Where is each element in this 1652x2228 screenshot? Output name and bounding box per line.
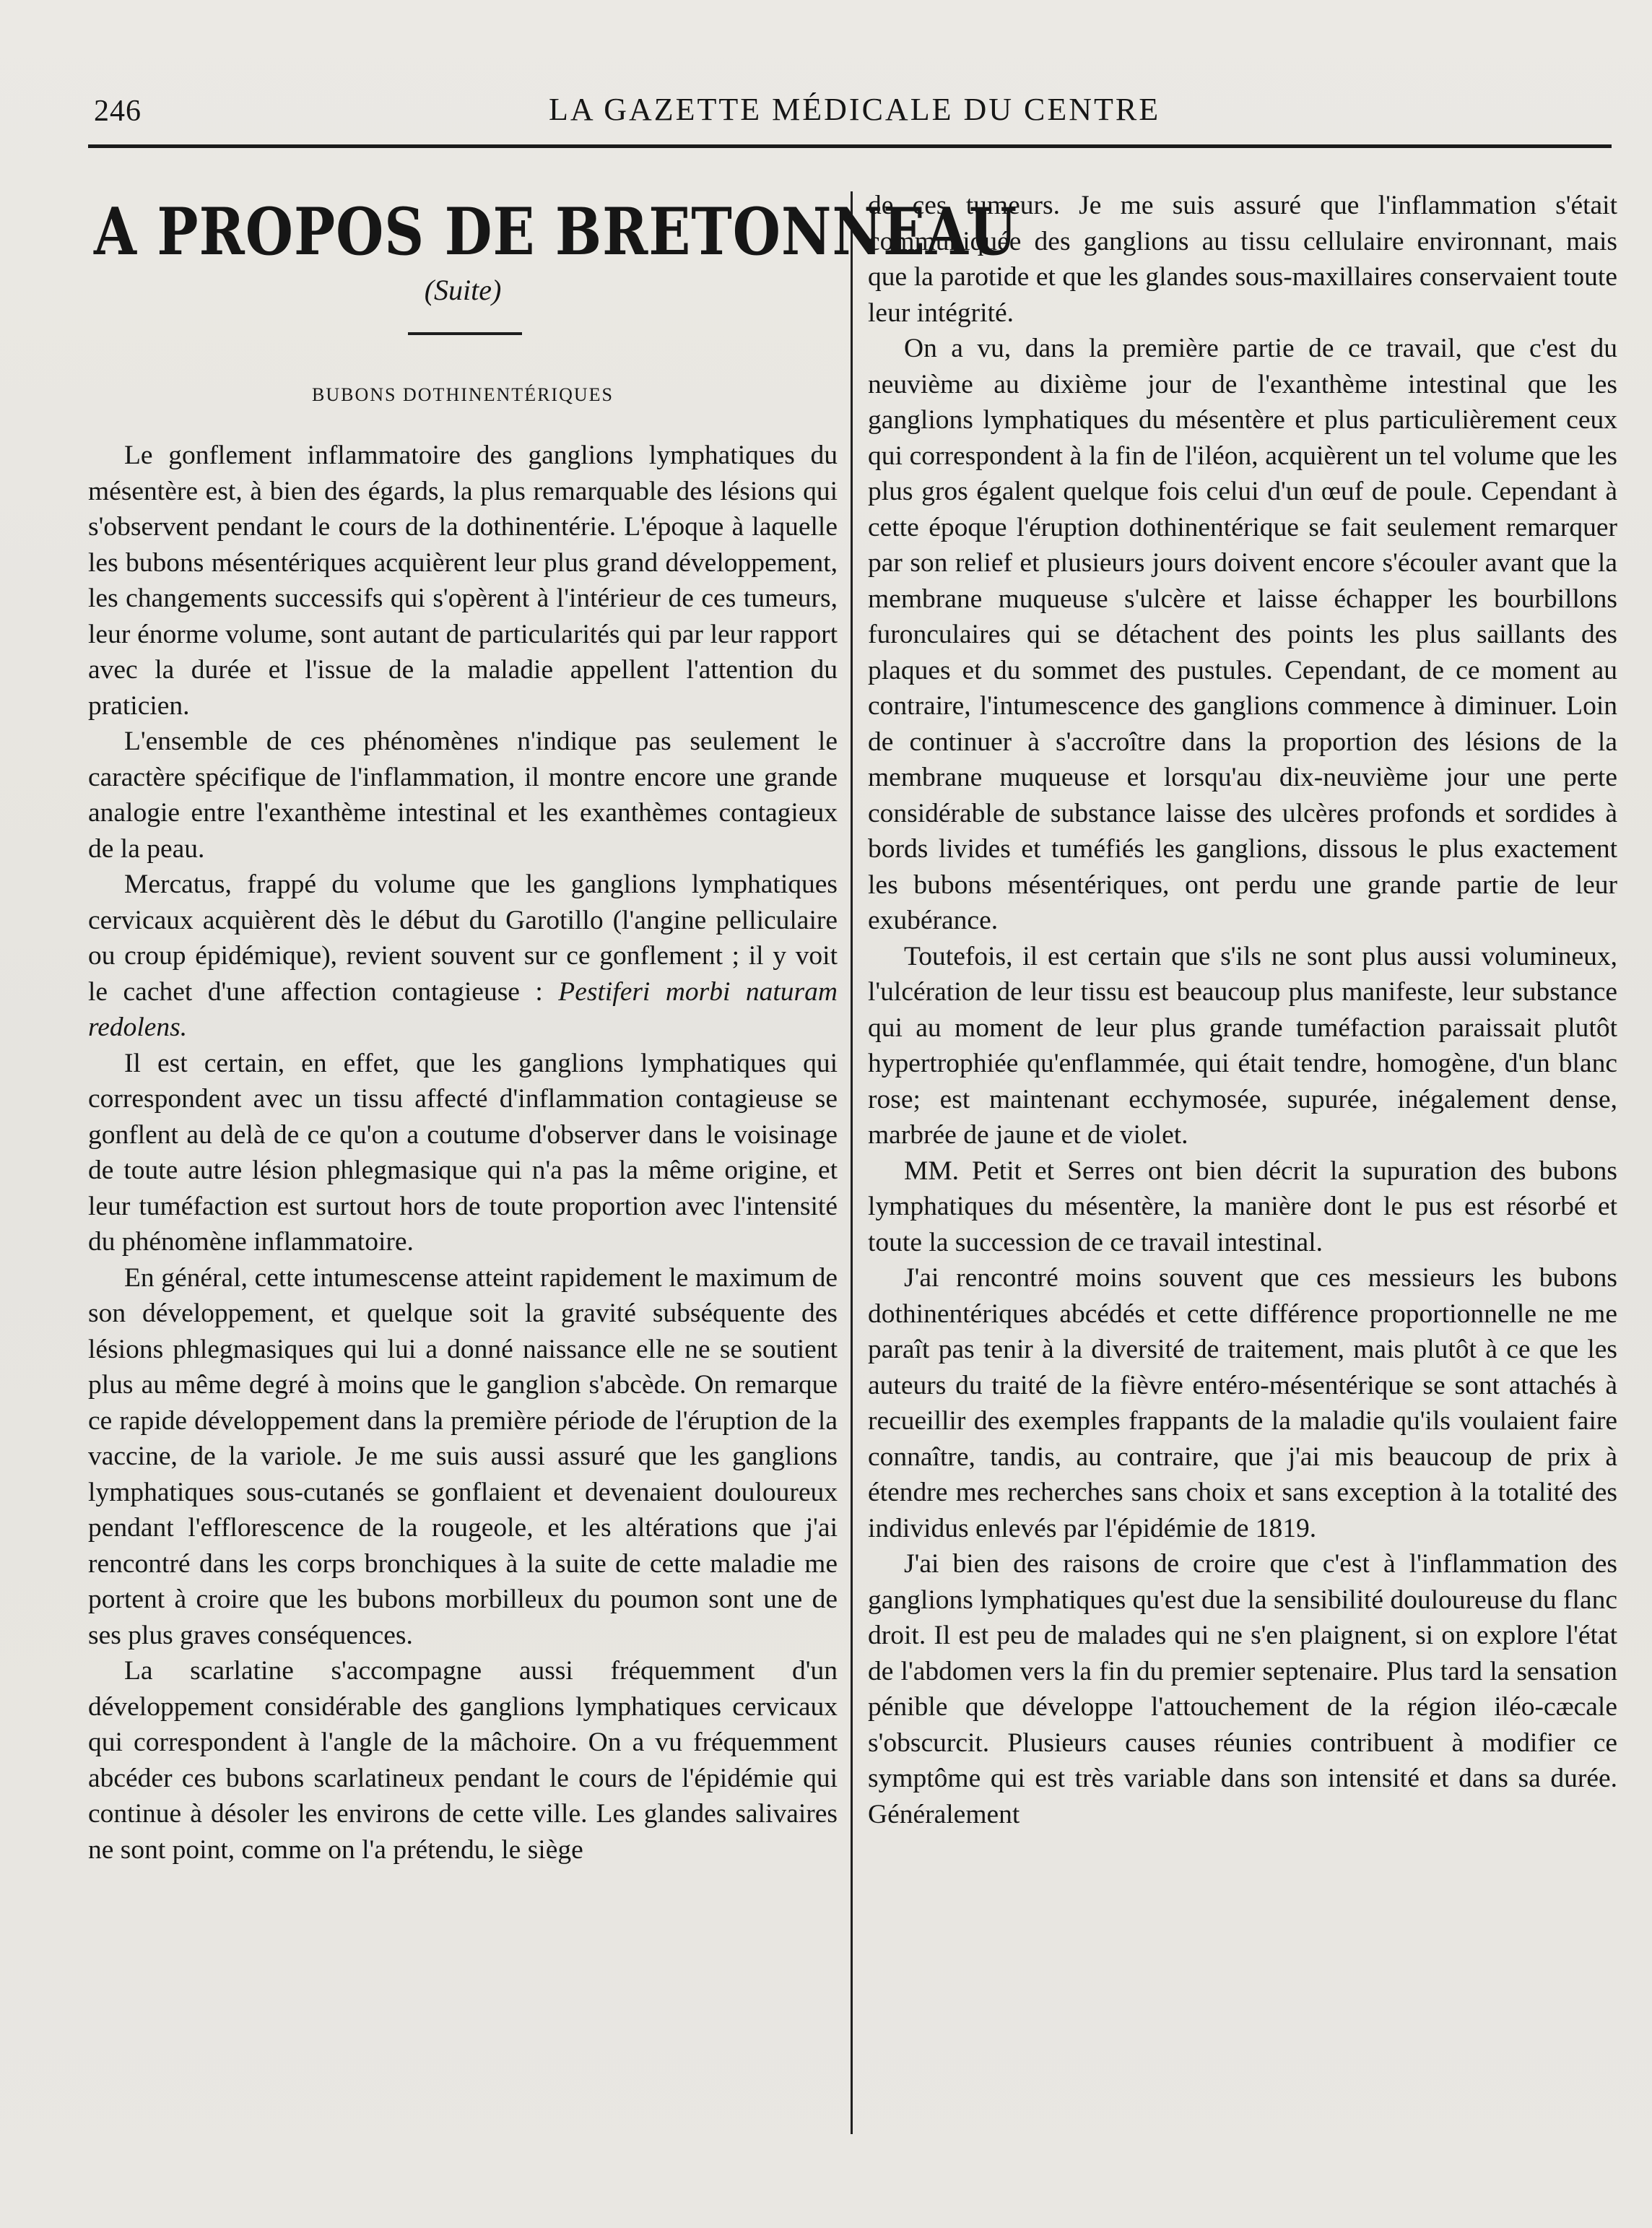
header-rule <box>88 144 1612 148</box>
paragraph: Il est certain, en effet, que les ganglions lymphatiques qui correspondent avec un tissu affecté d'inflammation contagieuse se gonflent au delà de ce qu'on a coutume d'observer dans le voisinage de toute autre lésion phlegmasique qui n'a pas la même origine, et leur tuméfaction est surtout hors de toute proportion avec l'intensité du phénomène inflammatoire. <box>88 1048 838 1257</box>
paragraph-continued: de ces tumeurs. Je me suis assuré que l'inflammation s'était communiquée des ganglions au tissu cellulaire environnant, mais que la parotide et que les glandes sous-maxillaires conservaient toute leur intégrité. <box>868 191 1617 328</box>
column-divider <box>851 191 853 2134</box>
paragraph: Le gonflement inflammatoire des ganglions lymphatiques du mésentère est, à bien des égards, la plus remarquable des lésions qui s'observent pendant le cours de la dothinentérie. L'époque à laquelle les bubons mésentériques acquièrent leur plus grand développement, les changements successifs qui s'opèrent à l'intérieur de ces tumeurs, leur énorme volume, sont autant de particularités qui par leur rapport avec la durée et l'issue de la maladie appellent l'attention du praticien. <box>88 441 838 721</box>
paragraph: Toutefois, il est certain que s'ils ne sont plus aussi volumineux, l'ulcération de leur tissu est beaucoup plus manifeste, leur substance qui au moment de leur plus grande tuméfaction paraissait plutôt hypertrophiée qu'enflammée, qui était tendre, homogène, d'un blanc rose; est maintenant ecchymosée, supurée, inégalement dense, marbrée de jaune et de violet. <box>868 941 1617 1150</box>
paragraph: En général, cette intumescense atteint rapidement le maximum de son développement, et quelque soit la gravité subséquente des lésions phlegmasiques qui lui a donné naissance elle ne se soutient plus au même degré à moins que le ganglion s'abcède. On remarque ce rapide développement dans la première période de l'éruption de la vaccine, de la variole. Je me suis aussi assuré que les ganglions lymphatiques sous-cutanés se gonflaient et devenaient douloureux pendant l'efflorescence de la rougeole, et les altérations que j'ai rencontré dans les corps bronchiques à la suite de cette maladie me portent à croire que les bubons morbilleux du poumon sont une de ses plus graves conséquences. <box>88 1262 838 1650</box>
paragraph <box>88 867 838 1046</box>
paragraph: J'ai bien des raisons de croire que c'est à l'inflammation des ganglions lymphatiques qu'est due la sensibilité douloureuse du flanc droit. Il est peu de malades qui ne s'en plaignent, si on explore l'état de l'abdomen vers la fin du premier septenaire. Plus tard la sensation pénible que développe l'attouchement de la région iléo-cæcale s'obscurcit. Plusieurs causes réunies contribuent à modifier ce symptôme qui est très variable dans son intensité et dans sa durée. Généralement <box>868 1549 1617 1829</box>
journal-title: LA GAZETTE MÉDICALE DU CENTRE <box>549 92 1161 127</box>
paragraph: L'ensemble de ces phénomènes n'indique pas seulement le caractère spécifique de l'inflammation, il montre encore une grande analogie entre l'exanthème intestinal et les exanthèmes contagieux de la peau. <box>88 727 838 864</box>
latin-quote: Pestiferi morbi naturam redolens. <box>88 976 838 1042</box>
paragraph: MM. Petit et Serres ont bien décrit la supuration des bubons lymphatiques du mésentère, la manière dont le pus est résorbé et toute la succession de ce travail intestinal. <box>868 1156 1617 1257</box>
page-header <box>94 85 1610 136</box>
title-rule <box>408 332 522 335</box>
page-number: 246 <box>94 95 142 128</box>
paragraph: La scarlatine s'accompagne aussi fréquemment d'un développement considérable des ganglions lymphatiques cervicaux qui correspondent à l'angle de la mâchoire. On a vu fréquemment abcéder ces bubons scarlatineux pendant le cours de l'épidémie qui continue à désoler les environs de cette ville. Les glandes salivaires ne sont point, comme on l'a prétendu, le siège <box>88 1656 838 1865</box>
article-subtitle: (Suite) <box>424 274 502 306</box>
section-heading: BUBONS DOTHINENTÉRIQUES <box>312 384 614 405</box>
left-column <box>88 438 838 1868</box>
article-title: A PROPOS DE BRETONNEAU <box>94 194 1018 270</box>
paragraph-text: Mercatus, frappé du volume que les ganglions lymphatiques cervicaux acquièrent dès le début du Garotillo (l'angine pelliculaire ou croup épidémique), revient souvent sur ce gonflement ; il y voit le cachet d'une affection contagieuse : <box>88 870 838 1007</box>
paragraph: J'ai rencontré moins souvent que ces messieurs les bubons dothinentériques abcédés et cette différence proportionnelle ne me paraît pas tenir à la diversité de traitement, mais plutôt à ce que les auteurs du traité de la fièvre entéro-mésentérique se sont attachés à recueillir des exemples frappants de la maladie qu'ils voulaient faire connaître, tandis, au contraire, que j'ai mis beaucoup de prix à étendre mes recherches sans choix et sans exception à la totalité des individus enlevés par l'épidémie de 1819. <box>868 1263 1617 1543</box>
paragraph: On a vu, dans la première partie de ce travail, que c'est du neuvième au dixième jour de l'exanthème intestinal que les ganglions lymphatiques du mésentère et plus particulièrement ceux qui correspondent à la fin de l'iléon, acquièrent un tel volume que les plus gros égalent quelque fois celui d'un œuf de poule. Cependant à cette époque l'éruption dothinentérique se fait seulement remarquer par son relief et plusieurs jours doivent encore s'écouler avant que la membrane muqueuse s'ulcère et laisse échapper les bourbillons furonculaires qui se détachent des points les plus saillants des plaques et du sommet des pustules. Cependant, de ce moment au contraire, l'intumescence des ganglions commence à diminuer. Loin de continuer à s'accroître dans la proportion des lésions de la membrane muqueuse et lorsqu'au dix-neuvième jour une perte considérable de substance laisse des ulcères profonds et sordides à bords livides et tuméfiés les ganglions, dissous le plus exactement les bubons mésentériques, ont perdu une grande partie de leur exubérance. <box>868 334 1617 935</box>
right-column <box>868 188 1617 1832</box>
